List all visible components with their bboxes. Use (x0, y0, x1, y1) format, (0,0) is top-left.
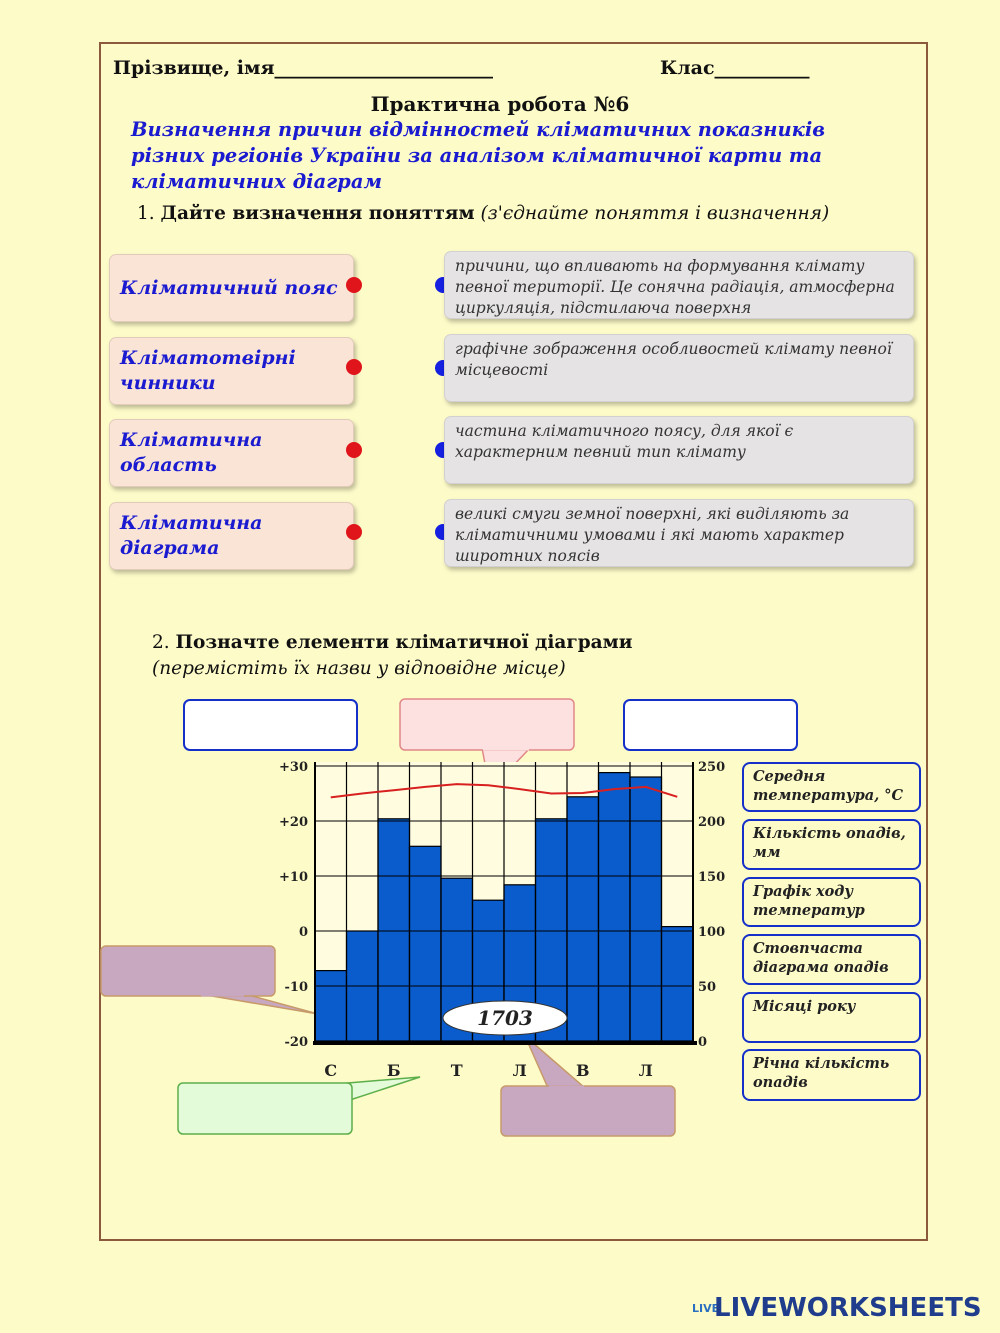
precip-bar (599, 773, 631, 1041)
right-axis-tick: 150 (698, 870, 726, 885)
task1-number: 1. (137, 203, 155, 224)
label-avg-temperature[interactable]: Середня температура, °C (742, 762, 921, 812)
right-axis-tick: 200 (698, 815, 726, 830)
month-label: Т (450, 1061, 463, 1080)
right-axis-tick: 100 (698, 925, 726, 940)
right-axis-tick: 0 (698, 1035, 708, 1050)
term-text: Кліматична діаграма (120, 512, 263, 559)
label-precip-bars[interactable]: Стовпчаста діаграма опадів (742, 934, 921, 985)
left-axis-tick: +10 (279, 870, 308, 885)
definition-card[interactable]: графічне зображення особливостей клімату певної місцевості (444, 334, 914, 402)
definition-card[interactable]: великі смуги земної поверхні, які виділяють за кліматичними умовами і які мають характер широтних поясів (444, 499, 914, 567)
left-axis-tick: +20 (279, 815, 308, 830)
left-axis-tick: +30 (279, 760, 308, 775)
precip-bar (315, 971, 347, 1041)
month-label: С (324, 1061, 338, 1080)
precip-bar (662, 927, 694, 1041)
month-label: Л (512, 1061, 527, 1080)
month-label: Б (386, 1061, 401, 1080)
page-subtitle: Визначення причин відмінностей кліматичних показників різних регіонів України за аналізом кліматичної карти та кліматичних діаграм (131, 118, 826, 193)
annual-precip-value: 1703 (477, 1006, 533, 1030)
precip-bar (378, 819, 410, 1041)
term-text: Кліматична область (120, 429, 263, 476)
label-annual-precip[interactable]: Річна кількість опадів (742, 1049, 921, 1101)
task1-bold: Дайте визначення поняттям (160, 203, 475, 224)
month-label: В (575, 1061, 590, 1080)
name-label: Прізвище, імя_______________________ (113, 57, 493, 79)
definition-card[interactable]: причини, що впливають на формування клімату певної території. Це сонячна радіація, атмосферна циркуляція, підстилаюча поверхня (444, 251, 914, 319)
left-axis-tick: 0 (298, 925, 308, 940)
precip-bar (630, 777, 662, 1041)
term-text: Кліматотвірні чинники (120, 347, 296, 394)
task2-number: 2. (152, 632, 170, 653)
task2-italic: (перемістіть їх назви у відповідне місце) (152, 658, 566, 679)
task2-bold: Позначте елементи кліматичної діаграми (175, 632, 633, 653)
class-label: Клас__________ (660, 57, 810, 79)
precip-bar (567, 797, 599, 1041)
label-months[interactable]: Місяці року (742, 992, 921, 1043)
task1-italic: (з'єднайте поняття і визначення) (480, 203, 830, 224)
term-text: Кліматичний пояс (120, 276, 338, 299)
liveworksheets-logo: LIVELIVEWORKSHEETS (692, 1293, 982, 1323)
right-axis-tick: 250 (698, 760, 726, 775)
definition-card[interactable]: частина кліматичного поясу, для якої є характерним певний тип клімату (444, 416, 914, 484)
page-title: Практична робота №6 (370, 92, 630, 116)
right-axis-tick: 50 (698, 980, 717, 995)
left-axis-tick: -20 (284, 1035, 308, 1050)
left-axis-tick: -10 (284, 980, 308, 995)
label-temp-graph[interactable]: Графік ходу температур (742, 877, 921, 927)
month-label: Л (638, 1061, 653, 1080)
label-precip-amount[interactable]: Кількість опадів, мм (742, 819, 921, 870)
